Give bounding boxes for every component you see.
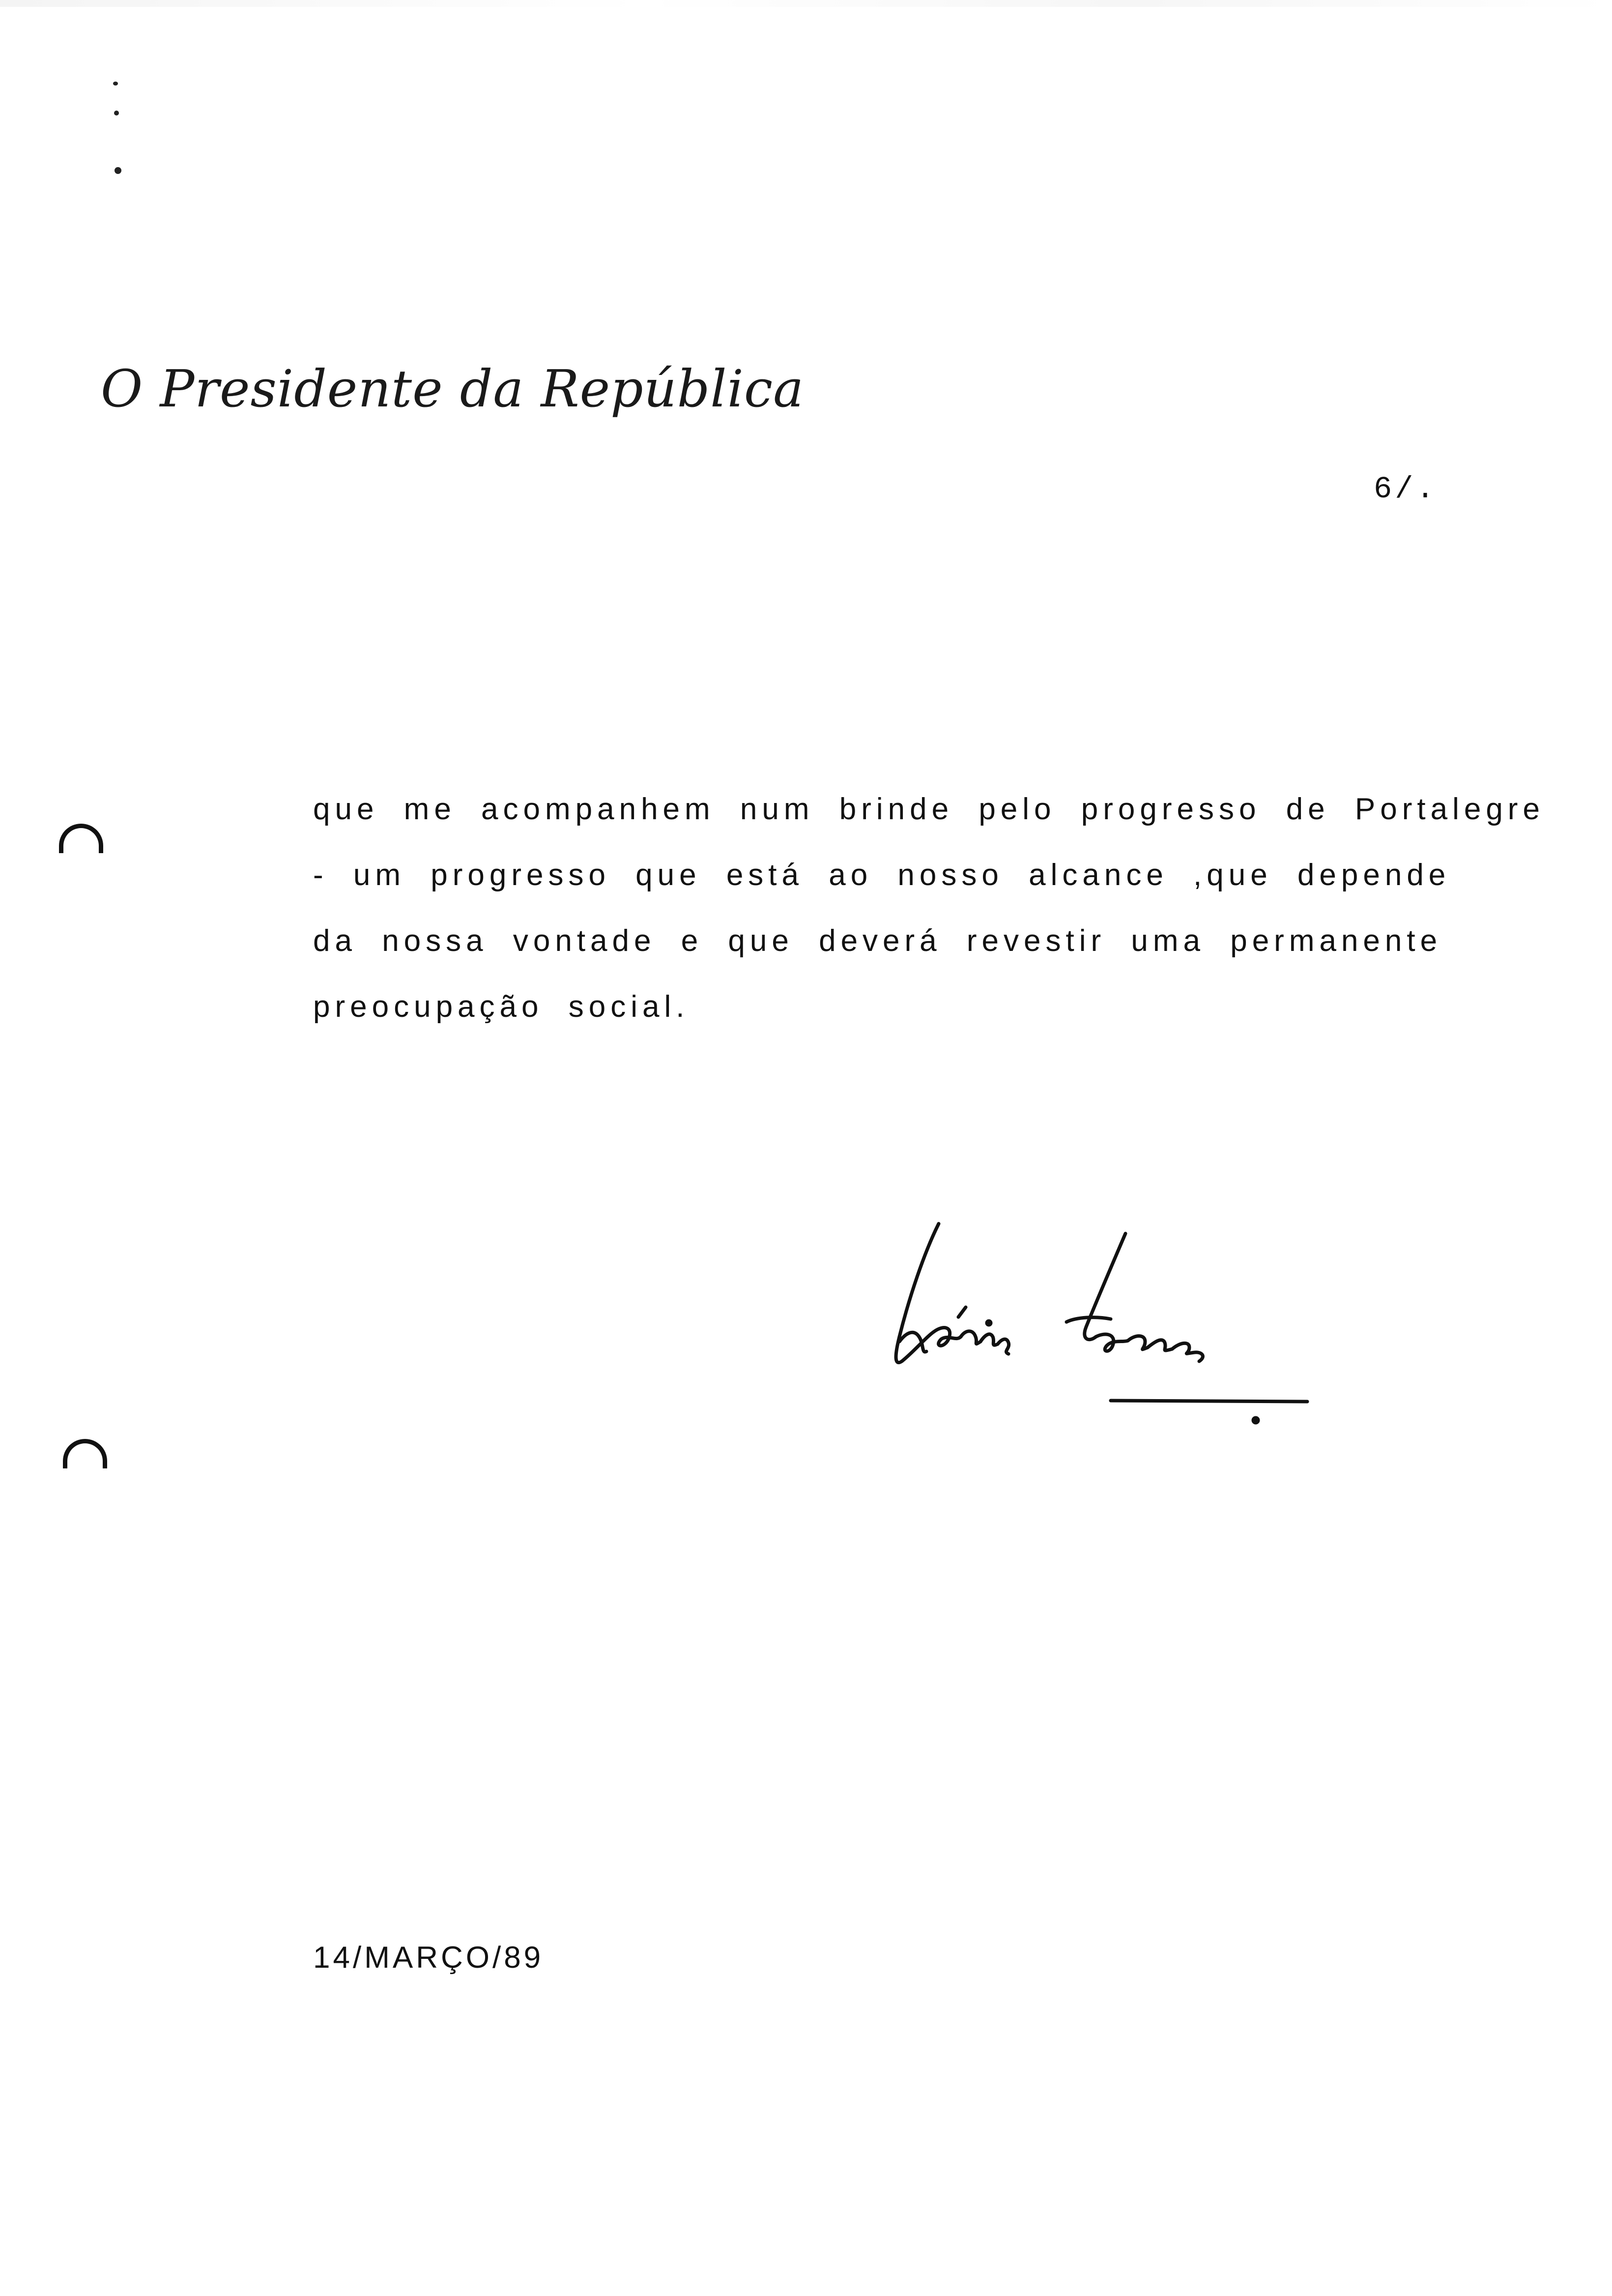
body-line: da nossa vontade e que deverá revestir uma permanente [313, 924, 1442, 958]
document-date: 14/MARÇO/89 [313, 1941, 544, 1975]
body-line: que me acompanhem num brinde pelo progresso de Portalegre [313, 792, 1545, 826]
scan-edge-noise [0, 0, 1612, 7]
punch-hole-icon [59, 824, 103, 853]
scan-dot-icon [114, 111, 119, 115]
body-line: - um progresso que está ao nosso alcance ,que depende [313, 858, 1451, 892]
signature-icon [880, 1214, 1312, 1435]
letterhead-title: O Presidente da República [101, 359, 805, 419]
body-line: preocupação social. [313, 990, 690, 1024]
body-paragraph [313, 776, 1545, 1040]
scan-dot-icon [115, 167, 121, 174]
scan-dot-icon [113, 82, 118, 86]
page-number: 6/. [1374, 472, 1438, 507]
punch-hole-icon [63, 1439, 107, 1468]
